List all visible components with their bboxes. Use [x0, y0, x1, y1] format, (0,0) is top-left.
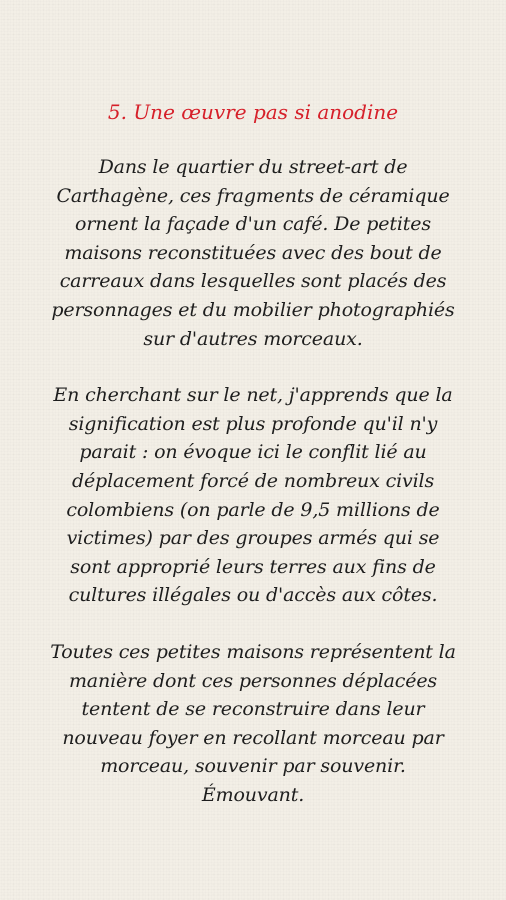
story-title: 5. Une œuvre pas si anodine [107, 100, 399, 124]
text-line: manière dont ces personnes déplacées [68, 669, 438, 692]
text-line: personnages et du mobilier photographiés [51, 298, 455, 321]
text-line: Émouvant. [201, 783, 305, 806]
paragraph-conclusion [22, 638, 484, 810]
paragraph-meaning [22, 381, 484, 610]
text-line: cultures illégales ou d'accès aux côtes. [68, 584, 438, 607]
text-line: morceau, souvenir par souvenir. [100, 755, 406, 778]
text-line: sur d'autres morceaux. [143, 327, 363, 350]
text-line: signification est plus profonde qu'il n'y [68, 412, 438, 435]
story-body [22, 153, 484, 809]
text-line: Carthagène, ces fragments de céramique [56, 184, 450, 207]
text-line: Dans le quartier du street-art de [98, 156, 408, 178]
text-line: sont approprié leurs terres aux fins de [70, 555, 436, 578]
text-line: nouveau foyer en recollant morceau par [62, 726, 444, 749]
text-line: ornent la façade d'un café. De petites [75, 213, 431, 236]
text-line: parait : on évoque ici le conflit lié au [79, 441, 427, 464]
text-line: déplacement forcé de nombreux civils [71, 469, 435, 492]
text-line: carreaux dans lesquelles sont placés des [59, 270, 447, 293]
text-line: colombiens (on parle de 9,5 millions de [66, 498, 440, 521]
paragraph-street-art [22, 153, 484, 353]
text-line: maisons reconstituées avec des bout de [64, 241, 442, 264]
text-line: tentent de se reconstruire dans leur [81, 698, 425, 721]
text-line: victimes) par des groupes armés qui se [66, 527, 440, 550]
text-line: Toutes ces petites maisons représentent la [50, 640, 456, 663]
text-line: En cherchant sur le net, j'apprends que la [53, 384, 453, 407]
